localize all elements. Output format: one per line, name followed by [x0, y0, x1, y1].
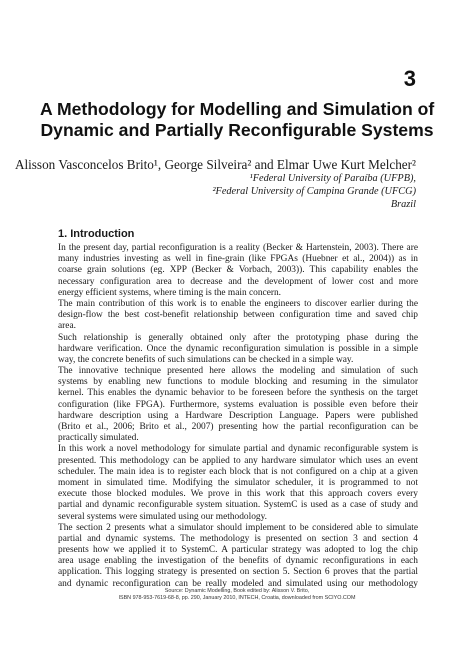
body-line: presents how we applied it to SystemC. A particular strategy was adopted to log the chip	[58, 545, 418, 556]
body-line: The innovative technique presented here allows the modeling and simulation of such	[58, 366, 418, 377]
body-text	[58, 243, 418, 590]
body-line: practically simulated.	[58, 433, 139, 444]
body-line: area usage enabling the investigation of the benefits of dynamic reconfigurations in each	[58, 556, 418, 567]
body-line: execute those blocked modules. We prove in this work that this approach covers every	[58, 489, 418, 500]
affiliation-line: Brazil	[390, 199, 416, 211]
affiliation-line: ¹Federal University of Paraíba (UFPB),	[249, 173, 416, 184]
body-line: several systems were simulated using our methodology.	[58, 511, 267, 522]
body-line: many industries investing as well in fine-grain (like FPGAs (Huebner et al., 2004)) as in	[58, 254, 418, 265]
body-line: kernel. This enables the dynamic behavior to be foreseen before the synthesis on the target	[58, 388, 418, 399]
footer-line: Source: Dynamic Modelling, Book edited by: Alisson V. Brito,	[164, 588, 310, 594]
affiliations	[212, 172, 416, 212]
footer-note	[0, 588, 474, 602]
body-line: and dynamic reconfiguration can be really modeled and simulated using our methodology	[58, 578, 418, 589]
body-line: In the present day, partial reconfiguration is a reality (Becker & Hartenstein, 2003). There are	[58, 243, 418, 253]
body-line: moment in simulated time. Modifying the simulator scheduler, it is programmed to not	[58, 477, 418, 488]
body-line: design-flow the best cost-benefit relationship between configuration time and saved chip	[58, 310, 418, 321]
author-list: Alisson Vasconcelos Brito¹, George Silveira² and Elmar Uwe Kurt Melcher²	[14, 157, 416, 172]
body-line: hardware description using a Hardware Description Language. Papers were published	[58, 410, 418, 421]
paper-title	[40, 99, 434, 141]
body-line: area.	[58, 321, 76, 332]
body-line: scheduler. The main idea is to register each block that is not configured on a chip at a given	[58, 466, 418, 477]
body-line: systems by enabling new functions to module blocking and resuming in the simulator	[58, 377, 418, 388]
affiliation-line: ²Federal University of Campina Grande (UFCG)	[212, 186, 416, 198]
body-line: The main contribution of this work is to enable the engineers to discover earlier during the	[58, 298, 418, 309]
footer-line: ISBN 978-953-7619-68-8, pp. 290, January 2010, INTECH, Croatia, downloaded from SCIYO.COM	[118, 595, 356, 601]
body-line: The section 2 presents what a simulator should implement to be considered able to simulate	[58, 522, 418, 533]
body-line: configuration (like FPGA). Furthermore, systems evaluation is possible even before their	[58, 399, 418, 410]
body-line: necessary configuration area to decrease and the development of lower cost and more	[58, 276, 418, 287]
body-line: In this work a novel methodology for simulate partial and dynamic reconfigurable system is	[58, 444, 418, 455]
body-line: hardware verification. Once the dynamic reconfiguration simulation is possible in a simple	[58, 343, 418, 354]
body-line: way, the concrete benefits of such simulations can be checked in a simple way.	[58, 354, 354, 365]
body-line: partial and dynamic systems. The methodology is presented on section 3 and section 4	[58, 533, 418, 544]
title-line: Dynamic and Partially Reconfigurable Systems	[40, 120, 434, 140]
body-line: application. This logging strategy is presented on section 5. Section 6 proves that the partial	[58, 567, 418, 578]
body-line: partial and dynamic reconfigurable system situation. SystemC is used as a case of study and	[58, 500, 418, 511]
chapter-number: 3	[403, 66, 416, 91]
section-heading: 1. Introduction	[58, 228, 135, 240]
title-line: A Methodology for Modelling and Simulation of	[40, 99, 435, 119]
body-line: Such relationship is generally obtained only after the prototyping phase during the	[58, 332, 418, 343]
body-line: (Brito et al., 2006; Brito et al., 2007) presenting how the partial reconfiguration can be	[58, 422, 418, 432]
body-line: presented. This methodology can be applied to any hardware simulator which uses an event	[58, 455, 418, 466]
body-line: coarse grain solutions (eg. XPP (Becker & Vorbach, 2003)). This capability enables the	[58, 265, 418, 276]
body-line: energy efficient systems, where timing is the main concern.	[58, 287, 282, 298]
